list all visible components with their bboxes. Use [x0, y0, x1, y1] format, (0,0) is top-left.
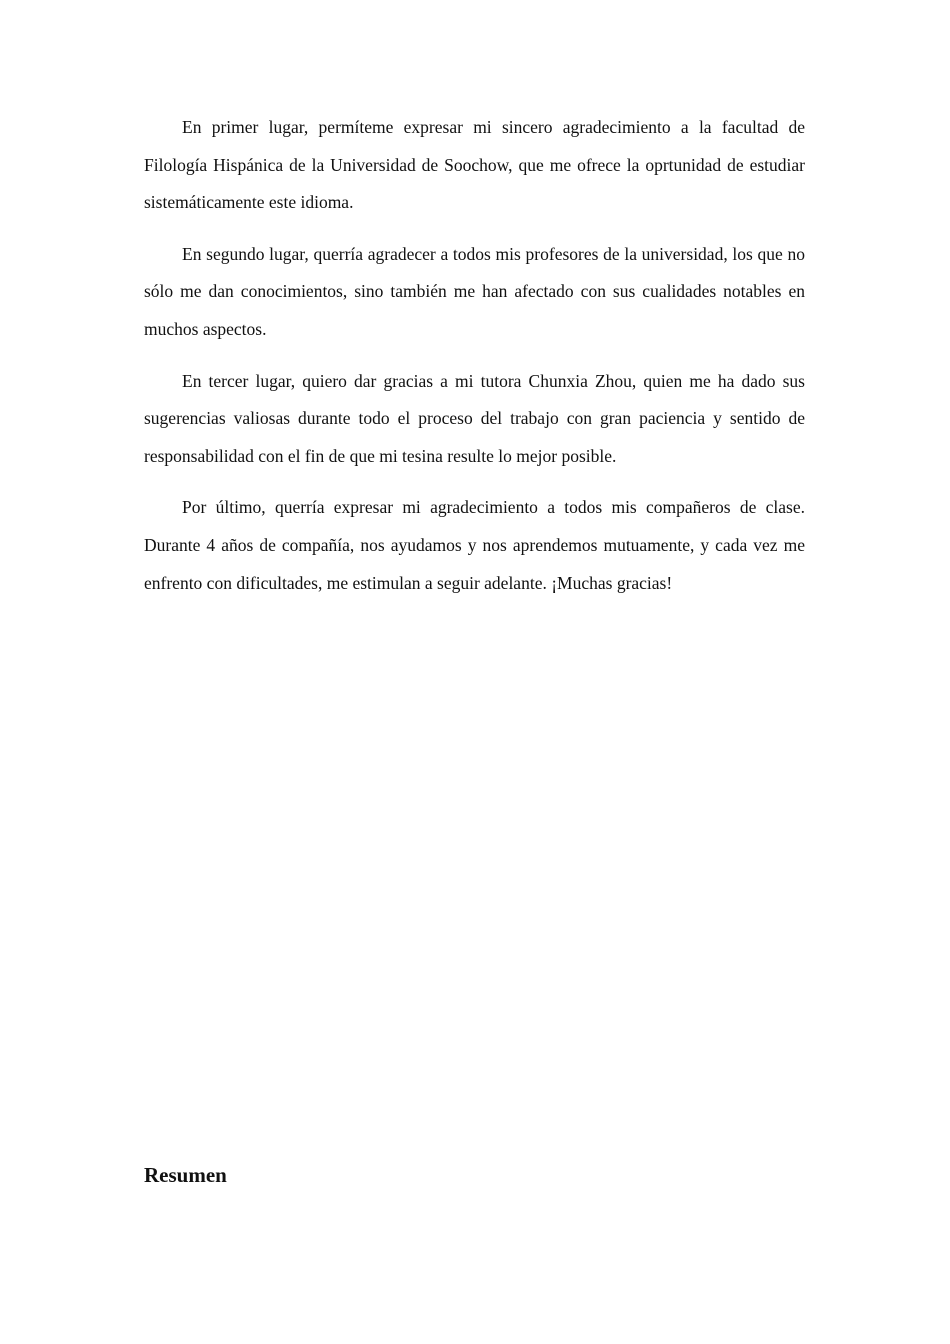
paragraph-2: En segundo lugar, querría agradecer a todos mis profesores de la universidad, los que no sólo me dan conocimientos, sino también me han afectado con sus cualidades notables en muchos aspectos.	[144, 243, 805, 339]
paragraph-1: En primer lugar, permíteme expresar mi sincero agradecimiento a la facultad de Filología Hispánica de la Universidad de Soochow, que me ofrece la oprtunidad de estudiar sistemáticamente este idioma.	[144, 117, 805, 213]
paragraph-3: En tercer lugar, quiero dar gracias a mi tutora Chunxia Zhou, quien me ha dado sus sugerencias valiosas durante todo el proceso del trabajo con gran paciencia y sentido de responsabilidad con el fin de que mi tesina resulte lo mejor posible.	[144, 370, 805, 466]
section-heading-resumen: Resumen	[144, 1163, 227, 1187]
acknowledgements-body	[144, 109, 805, 616]
paragraph-4: Por último, querría expresar mi agradecimiento a todos mis compañeros de clase. Durante 4 años de compañía, nos ayudamos y nos aprendemos mutuamente, y cada vez me enfrento con dificultades, me estimulan a seguir adelante. ¡Muchas gracias!	[144, 497, 805, 593]
